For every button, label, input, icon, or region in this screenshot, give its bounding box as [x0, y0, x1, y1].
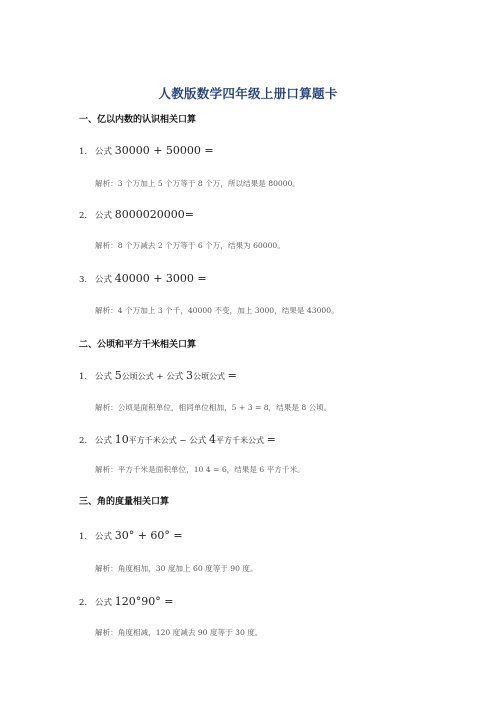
question-number: 2. — [79, 211, 88, 221]
formula-label: 公式 — [95, 275, 113, 285]
formula-number: 4 — [208, 433, 216, 446]
formula-equals: = — [227, 369, 237, 382]
answer-explanation: 解析：角度相减，120 度减去 90 度等于 30 度。 — [95, 628, 263, 637]
formula-label: 公式 — [95, 211, 113, 221]
section-heading: 一、亿以内数的认识相关口算 — [79, 115, 197, 125]
question-number: 3. — [79, 275, 88, 285]
formula-unit: 公顷公式 — [192, 372, 225, 381]
question-item — [79, 144, 214, 157]
formula-expression: 40000 + 3000 = — [114, 272, 207, 285]
formula-number: 10 — [114, 433, 129, 446]
answer-explanation: 解析：4 个万加上 3 个千，40000 不变，加上 3000，结果是 43000。 — [95, 306, 339, 315]
formula-number: 5 — [114, 369, 122, 382]
formula-label: 公式 — [95, 436, 113, 446]
question-number: 2. — [79, 598, 88, 608]
answer-explanation: 解析：公顷是面积单位，相同单位相加，5 + 3 = 8，结果是 8 公顷。 — [95, 403, 332, 412]
formula-number: 3 — [185, 369, 193, 382]
question-item — [79, 595, 173, 608]
question-number: 2. — [79, 436, 88, 446]
question-item — [79, 272, 207, 285]
question-item — [79, 433, 276, 446]
formula-expression: 30° + 60° = — [114, 529, 183, 542]
formula-label: 公式 — [95, 532, 113, 542]
formula-label: 公式 — [95, 147, 113, 157]
question-item — [79, 208, 194, 221]
answer-explanation: 解析：角度相加，30 度加上 60 度等于 90 度。 — [95, 564, 258, 573]
formula-equals: = — [266, 433, 276, 446]
question-number: 1. — [79, 147, 88, 157]
question-item — [79, 529, 183, 542]
answer-explanation: 解析：3 个万加上 5 个万等于 8 个万，所以结果是 80000。 — [95, 179, 301, 188]
question-item — [79, 369, 237, 382]
formula-expression: 120°90° = — [114, 595, 174, 608]
formula-label: 公式 — [95, 372, 113, 382]
page-title: 人教版数学四年级上册口算题卡 — [158, 86, 338, 101]
answer-explanation: 解析：8 个万减去 2 个万等于 6 个万，结果为 60000。 — [95, 241, 285, 250]
question-number: 1. — [79, 532, 88, 542]
formula-expression: 8000020000= — [114, 208, 194, 221]
formula-expression: 30000 + 50000 = — [114, 144, 214, 157]
formula-unit: 平方千米公式 — [128, 436, 177, 445]
formula-operator: + 公式 — [156, 372, 184, 382]
formula-unit: 公顷公式 — [121, 372, 154, 381]
section-heading: 三、角的度量相关口算 — [79, 497, 170, 507]
section-heading: 二、公顷和平方千米相关口算 — [79, 340, 197, 350]
question-number: 1. — [79, 372, 88, 382]
formula-label: 公式 — [95, 598, 113, 608]
formula-unit: 平方千米公式 — [215, 436, 264, 445]
answer-explanation: 解析：平方千米是面积单位，10 4 = 6，结果是 6 平方千米。 — [95, 465, 305, 474]
formula-operator: − 公式 — [179, 436, 207, 446]
